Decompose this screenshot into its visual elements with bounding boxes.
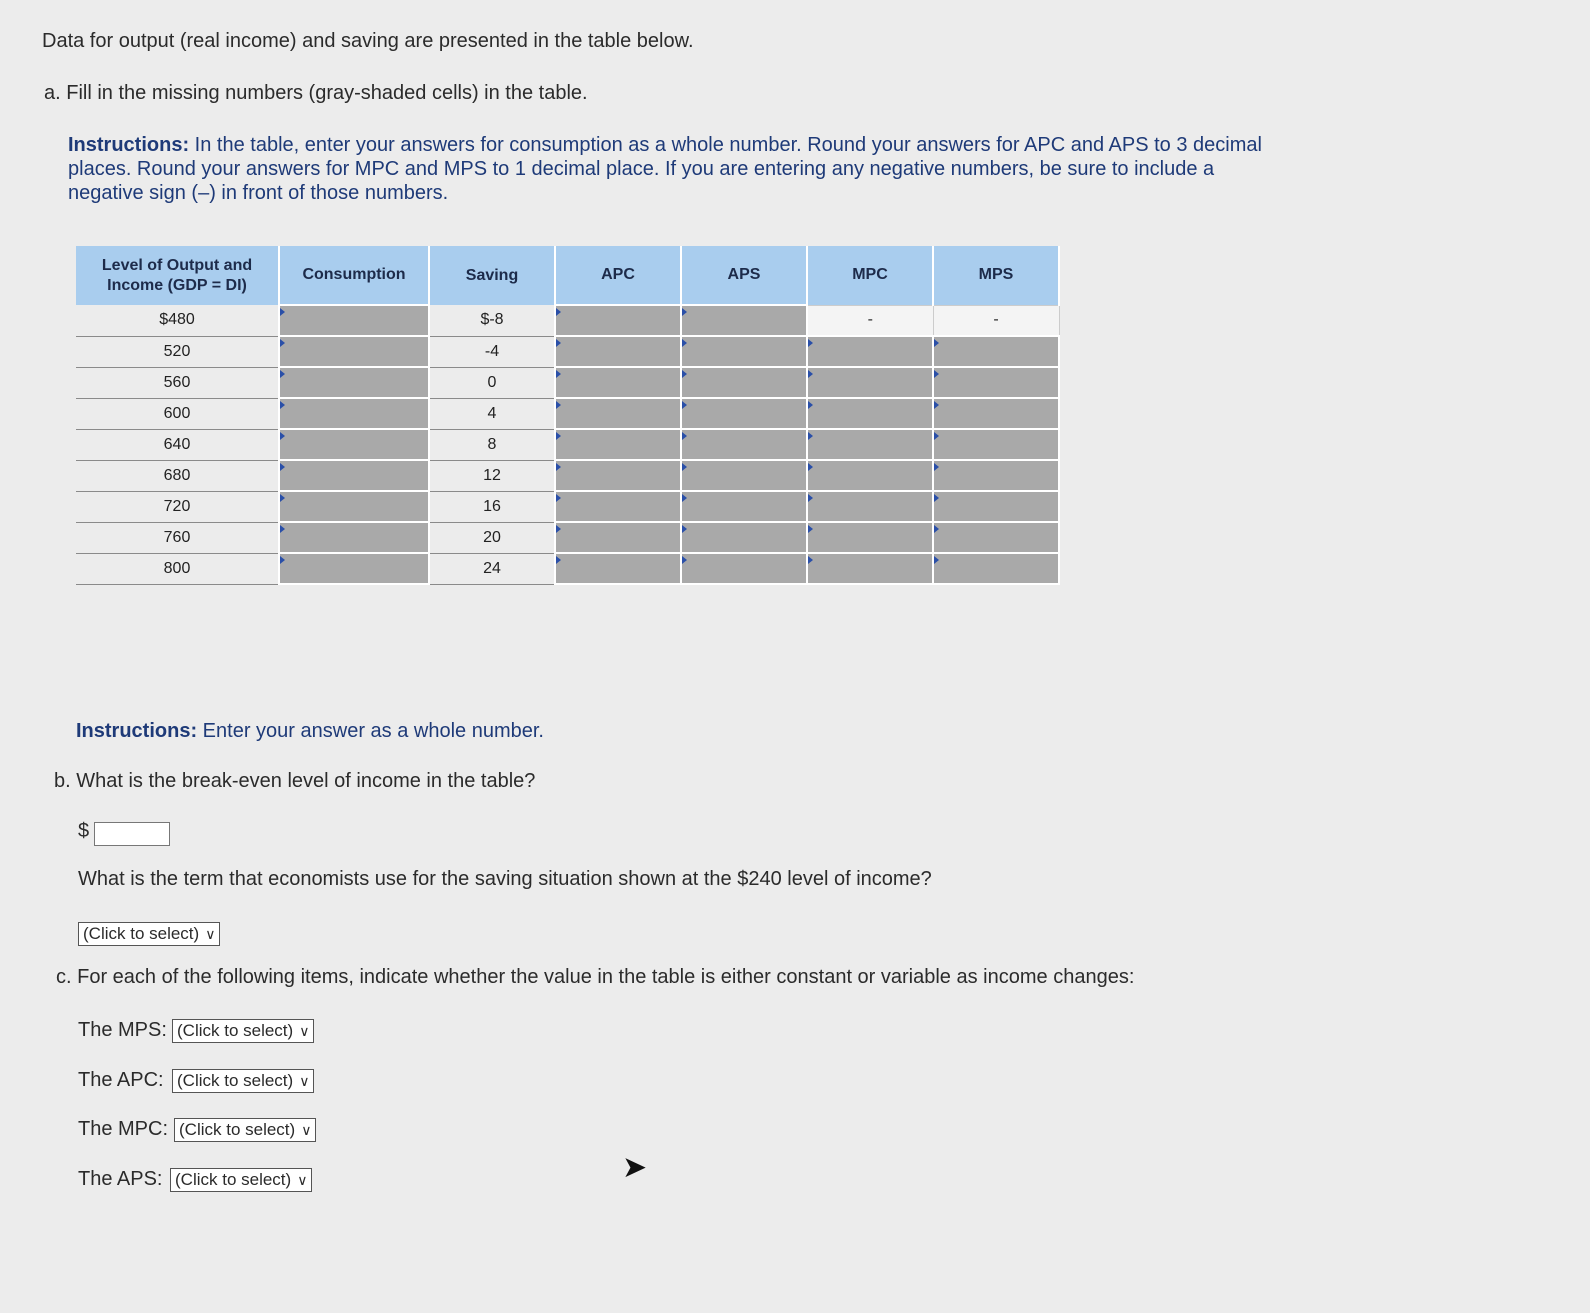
consumption-input[interactable] [279, 305, 429, 336]
instructions-b [76, 720, 544, 743]
header-level: Level of Output and Income (GDP = DI) [76, 246, 279, 305]
chevron-down-icon: ∨ [299, 1073, 310, 1089]
income-cell: 800 [76, 553, 279, 584]
consumption-input[interactable] [279, 398, 429, 429]
mpc-input[interactable] [807, 429, 933, 460]
saving-cell: 20 [429, 522, 555, 553]
mpc-input[interactable] [807, 522, 933, 553]
mpc-dash: - [807, 305, 933, 336]
aps-input[interactable] [681, 429, 807, 460]
table-row [76, 367, 1059, 398]
apc-select[interactable] [172, 1069, 314, 1093]
apc-input[interactable] [555, 491, 681, 522]
mpc-item-label: The MPC: [78, 1118, 169, 1140]
saving-cell: 8 [429, 429, 555, 460]
saving-cell: $-8 [429, 305, 555, 336]
mps-dash: - [933, 305, 1059, 336]
part-b-question: b. What is the break-even level of income in the table? [54, 770, 536, 792]
select-label: (Click to select) [177, 1071, 294, 1090]
aps-input[interactable] [681, 553, 807, 584]
consumption-input[interactable] [279, 336, 429, 367]
saving-cell: 12 [429, 460, 555, 491]
aps-input[interactable] [681, 367, 807, 398]
income-cell: 600 [76, 398, 279, 429]
table-row [76, 553, 1059, 584]
aps-item-label: The APS: [78, 1168, 163, 1190]
income-cell: 720 [76, 491, 279, 522]
header-apc: APC [555, 246, 681, 305]
aps-input[interactable] [681, 522, 807, 553]
instructions-a [68, 133, 1268, 205]
consumption-input[interactable] [279, 553, 429, 584]
aps-input[interactable] [681, 336, 807, 367]
apc-input[interactable] [555, 305, 681, 336]
apc-input[interactable] [555, 429, 681, 460]
break-even-input[interactable] [94, 822, 170, 846]
table-row [76, 522, 1059, 553]
data-table [76, 246, 1060, 585]
consumption-input[interactable] [279, 429, 429, 460]
select-label: (Click to select) [175, 1170, 292, 1189]
mps-item-label: The MPS: [78, 1019, 167, 1041]
part-a-question: a. Fill in the missing numbers (gray-shaded cells) in the table. [44, 82, 588, 104]
instructions-label: Instructions: [68, 134, 190, 156]
apc-input[interactable] [555, 553, 681, 584]
apc-item-label: The APC: [78, 1069, 164, 1091]
term-select[interactable] [78, 922, 220, 946]
consumption-input[interactable] [279, 460, 429, 491]
select-label: (Click to select) [177, 1021, 294, 1040]
income-cell: 640 [76, 429, 279, 460]
mps-input[interactable] [933, 553, 1059, 584]
apc-input[interactable] [555, 522, 681, 553]
table-row [76, 336, 1059, 367]
consumption-input[interactable] [279, 522, 429, 553]
apc-input[interactable] [555, 367, 681, 398]
aps-input[interactable] [681, 305, 807, 336]
mouse-cursor-icon: ➤ [622, 1151, 648, 1184]
table-row [76, 429, 1059, 460]
saving-cell: 4 [429, 398, 555, 429]
table-row [76, 305, 1059, 336]
term-question: What is the term that economists use for the saving situation shown at the $240 level of income? [78, 868, 932, 890]
part-c-question: c. For each of the following items, indicate whether the value in the table is either constant or variable as income changes: [56, 966, 1135, 988]
select-label: (Click to select) [179, 1120, 296, 1139]
saving-cell: 16 [429, 491, 555, 522]
income-cell: 560 [76, 367, 279, 398]
header-saving: Saving [429, 246, 555, 305]
income-cell: $480 [76, 305, 279, 336]
chevron-down-icon: ∨ [205, 926, 216, 942]
mpc-input[interactable] [807, 336, 933, 367]
mpc-input[interactable] [807, 398, 933, 429]
instructions-text: In the table, enter your answers for consumption as a whole number. Round your answers for APC and APS to 3 decimal places. Round your answers for MPC and MPS to 1 decimal place. If you are entering any negative numbers, be sure to include a negative sign (–) in front of those numbers. [68, 134, 1262, 204]
instructions-b-text: Enter your answer as a whole number. [197, 720, 544, 742]
header-mpc: MPC [807, 246, 933, 305]
apc-input[interactable] [555, 460, 681, 491]
mpc-input[interactable] [807, 367, 933, 398]
mps-input[interactable] [933, 429, 1059, 460]
income-cell: 680 [76, 460, 279, 491]
aps-input[interactable] [681, 398, 807, 429]
mps-input[interactable] [933, 522, 1059, 553]
chevron-down-icon: ∨ [301, 1122, 312, 1138]
aps-select[interactable] [170, 1168, 312, 1192]
table-row [76, 460, 1059, 491]
mps-input[interactable] [933, 336, 1059, 367]
mpc-select[interactable] [174, 1118, 316, 1142]
apc-input[interactable] [555, 398, 681, 429]
header-consumption: Consumption [279, 246, 429, 305]
table-row [76, 398, 1059, 429]
aps-input[interactable] [681, 491, 807, 522]
chevron-down-icon: ∨ [299, 1023, 310, 1039]
mps-select[interactable] [172, 1019, 314, 1043]
chevron-down-icon: ∨ [297, 1172, 308, 1188]
aps-input[interactable] [681, 460, 807, 491]
mpc-input[interactable] [807, 460, 933, 491]
mps-input[interactable] [933, 367, 1059, 398]
consumption-input[interactable] [279, 367, 429, 398]
header-mps: MPS [933, 246, 1059, 305]
mps-input[interactable] [933, 491, 1059, 522]
saving-cell: -4 [429, 336, 555, 367]
income-cell: 760 [76, 522, 279, 553]
income-cell: 520 [76, 336, 279, 367]
table-row [76, 491, 1059, 522]
mpc-input[interactable] [807, 491, 933, 522]
intro-text: Data for output (real income) and saving are presented in the table below. [42, 30, 694, 52]
select-label: (Click to select) [83, 924, 200, 943]
mps-input[interactable] [933, 398, 1059, 429]
header-aps: APS [681, 246, 807, 305]
saving-cell: 24 [429, 553, 555, 584]
saving-cell: 0 [429, 367, 555, 398]
mps-input[interactable] [933, 460, 1059, 491]
dollar-sign: $ [78, 820, 90, 842]
instructions-b-label: Instructions: [76, 720, 198, 742]
apc-input[interactable] [555, 336, 681, 367]
consumption-input[interactable] [279, 491, 429, 522]
mpc-input[interactable] [807, 553, 933, 584]
